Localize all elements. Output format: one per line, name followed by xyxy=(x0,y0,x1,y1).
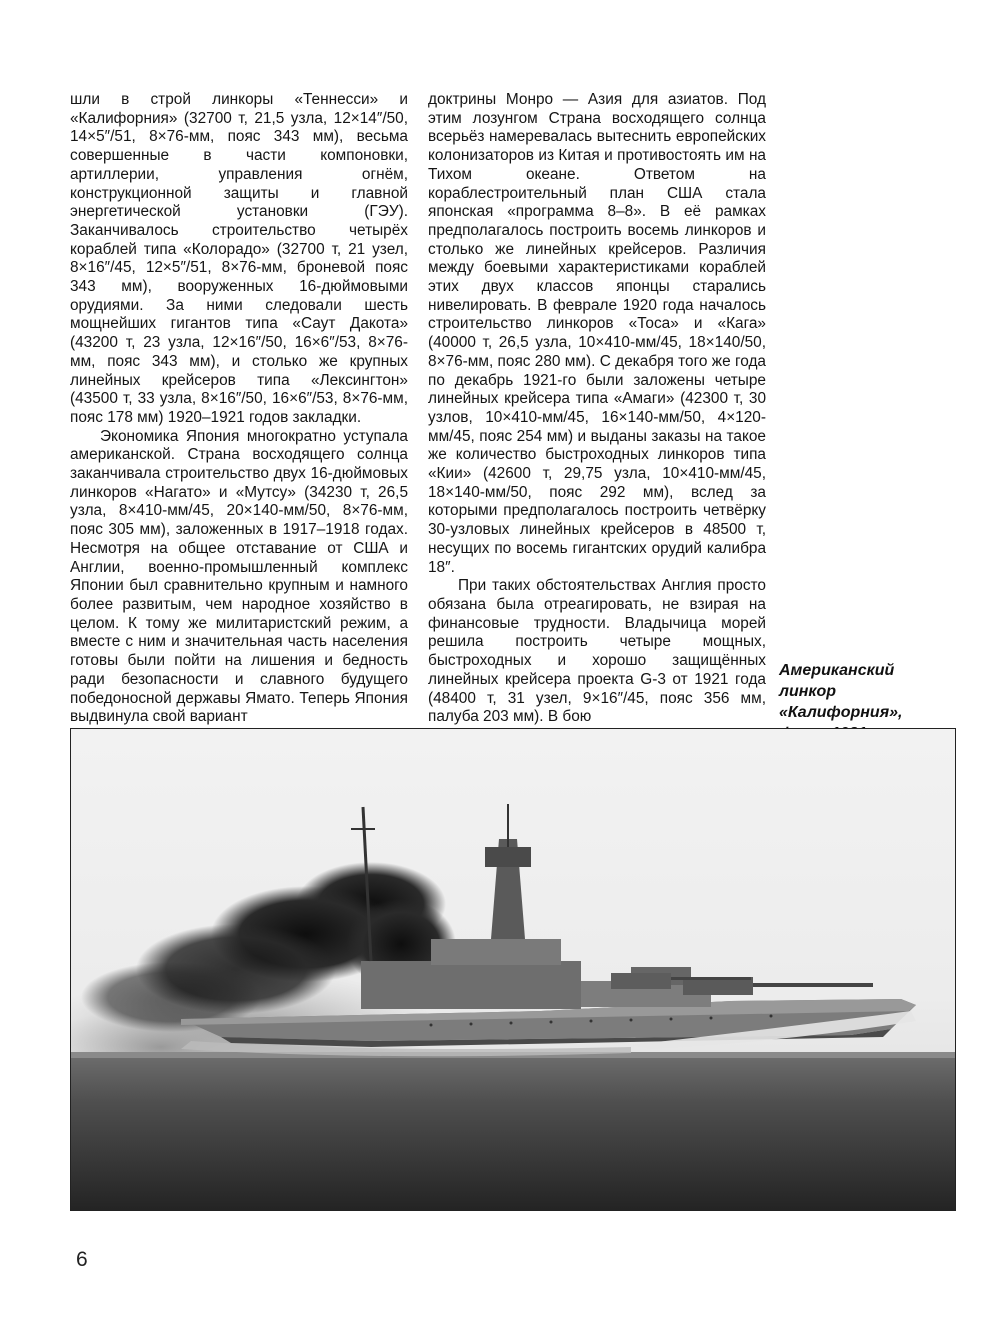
photo-caption: Американский линкор «Калифорния», xyxy=(779,662,903,721)
paragraph: доктрины Монро — Азия для азиатов. Под этим лозунгом Страна восходящего солнца всерьёз намеревалась вытеснить европейских колонизаторов из Китая и противостоять им на Тихом океане. Ответом на кораблестроительный план США стала японская «программа 8–8». В её рамках предполагалось построить восемь линкоров и столько же линейных крейсеров. Различия между боевыми характеристиками кораблей этих двух классов японцы старались нивелировать. В феврале 1920 года началось строительство линкоров «Тоса» и «Кага» (40000 т, 26,5 узла, 10×410-мм/45, 18×140/50, 8×76-мм, пояс 280 мм). С декабря того же года по декабрь 1921-го были заложены четыре линейных крейсера типа «Амаги» (42300 т, 30 узлов, 10×410-мм/45, 16×140-мм/50, 4×120-мм/45, пояс 254 мм) и выданы заказы на такое же количество быстроходных линкоров типа «Кии» (42600 т, 29,75 узла, 10×410-мм/45, 18×140-мм/50, пояс 292 мм), вслед за которыми предполагалось построить четвёрку 30-узловых линейных крейсеров в 48500 т, несущих по восемь гигантских орудий калибра 18″. xyxy=(428,91,766,576)
text-column-left xyxy=(70,91,408,727)
paragraph: Экономика Япония многократно уступала американской. Страна восходящего солнца заканчивала строительство двух 16-дюймовых линкоров «Нагато» и «Мутсу» (34230 т, 26,5 узла, 8×410-мм/45, 20×140-мм/50, 8×76-мм, пояс 305 мм), заложенных в 1917–1918 годах. Несмотря на общее отставание от США и Англии, военно-промышленный комплекс Японии был сравнительно крупным и намного более развитым, чем народное хозяйство в целом. К тому же милитаристский режим, а вместе с ним и значительная часть населения готовы были пойти на лишения и бедность ради безопасности и славного будущего победоносной державы Ямато. Теперь Япония выдвинула свой вариант xyxy=(70,427,408,726)
text-column-right xyxy=(428,91,766,727)
paragraph: шли в строй линкоры «Теннесси» и «Калифорния» (32700 т, 21,5 узла, 12×14″/50, 14×5″/51, 8×76-мм, пояс 343 мм), весьма совершенные в части компоновки, артиллерии, управления огнём, конструкционной защиты и главной энергетической установки (ГЭУ). Заканчивалось строительство четырёх кораблей типа «Колорадо» (32700 т, 21 узел, 8×16″/45, 12×5″/51, 8×76-мм, броневой пояс 343 мм), вооруженных 16-дюймовыми орудиями. За ними следовали шесть мощнейших гигантов типа «Саут Дакота» (43200 т, 23 узла, 12×16″/50, 16×6″/53, 8×76-мм, пояс 343 мм), и столько же крупных линейных крейсеров типа «Лексингтон» (43500 т, 33 узла, 8×16″/50, 16×6″/53, 8×76-мм, пояс 178 мм) 1920–1921 годов закладки. xyxy=(70,91,408,426)
battleship-photo-image xyxy=(71,729,956,1211)
page-number: 6 xyxy=(76,1248,88,1271)
battleship-photo xyxy=(70,728,956,1211)
paragraph: При таких обстоятельствах Англия просто обязана была отреагировать, не взирая на финансовые трудности. Владычица морей решила построить четыре мощных, быстроходных и хорошо защищённых линейных крейсера проекта G-3 от 1921 года (48400 т, 31 узел, 9×16″/45, пояс 356 мм, палуба 203 мм). В бою xyxy=(428,577,766,726)
